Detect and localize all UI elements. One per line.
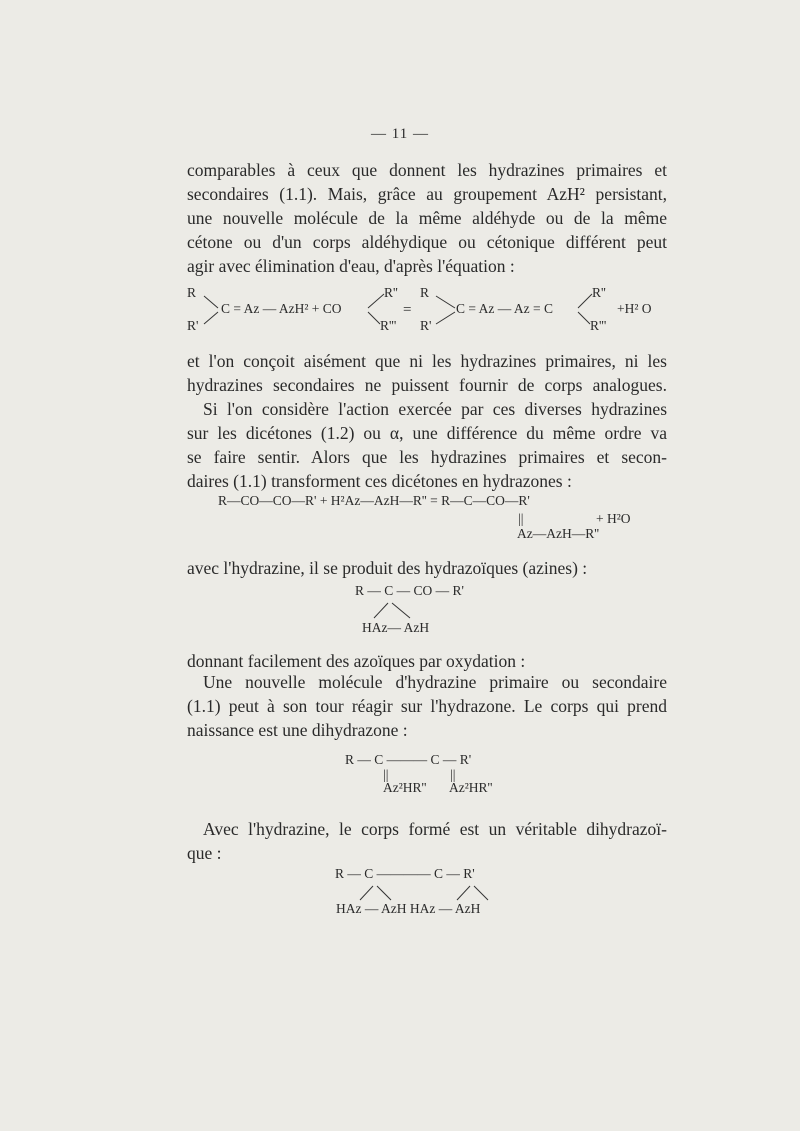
text-line: que :: [187, 843, 222, 863]
bond-line: [578, 312, 590, 324]
paragraph-6: [187, 670, 667, 742]
eq-formula: C = Az — AzH² + CO: [221, 301, 342, 316]
bond-line: [377, 886, 391, 900]
eq-bond: ||: [518, 511, 524, 526]
eq-formula: R — C ——— C — R': [345, 752, 472, 767]
eq-symbol: R': [187, 318, 199, 333]
eq-symbol: R': [420, 318, 432, 333]
bond-line: [578, 294, 592, 308]
text-line: donnant facilement des azoïques par oxydation :: [187, 651, 526, 671]
eq-symbol: R''': [380, 318, 397, 333]
bond-line: [436, 312, 455, 324]
eq-symbol: R'': [384, 285, 398, 300]
paragraph-2: [187, 349, 667, 397]
paragraph-1: [187, 158, 667, 278]
bond-line: [204, 296, 218, 308]
text-line: Une nouvelle molécule d'hydrazine primaire ou secondaire: [203, 672, 667, 692]
eq-symbol: R: [187, 285, 197, 300]
text-line: hydrazines secondaires ne puissent fournir de corps analogues.: [187, 375, 667, 395]
bond-line: [204, 312, 218, 324]
eq-equals: =: [403, 302, 412, 318]
eq-bond: ||: [383, 767, 389, 782]
eq-formula: R—CO—CO—R' + H²Az—AzH—R'' = R—C—CO—R': [218, 493, 530, 508]
eq-formula: Az—AzH—R'': [517, 526, 600, 541]
bond-line: [392, 603, 410, 618]
eq-formula: HAz — AzH HAz — AzH: [336, 901, 481, 916]
text-line: daires (1.1) transforment ces dicétones en hydrazones :: [187, 471, 572, 491]
eq-symbol: R''': [590, 318, 607, 333]
bond-line: [457, 886, 470, 900]
bond-line: [436, 296, 455, 308]
eq-formula: R — C — CO — R': [355, 583, 464, 598]
bond-line: [368, 312, 380, 324]
text-line: (1.1) peut à son tour réagir sur l'hydrazone. Le corps qui prend: [187, 696, 667, 716]
text-line: cétone ou d'un corps aldéhydique ou cétonique différent peut: [187, 232, 667, 252]
eq-symbol: R'': [592, 285, 606, 300]
text-line: se faire sentir. Alors que les hydrazines primaires et secon-: [187, 447, 667, 467]
bond-line: [374, 603, 388, 618]
text-line: avec l'hydrazine, il se produit des hydrazoïques (azines) :: [187, 558, 588, 578]
eq-formula: + H²O: [596, 511, 631, 526]
text-line: naissance est une dihydrazone :: [187, 720, 408, 740]
eq-formula: HAz— AzH: [362, 620, 430, 635]
text-line: une nouvelle molécule de la même aldéhyde ou de la même: [187, 208, 667, 228]
paragraph-4: [187, 556, 667, 580]
paragraph-3: [187, 397, 667, 493]
text-line: agir avec élimination d'eau, d'après l'équation :: [187, 256, 515, 276]
text-line: sur les dicétones (1.2) ou α, une différence du même ordre va: [187, 423, 667, 443]
eq-formula: R — C ———— C — R': [335, 866, 475, 881]
text-line: secondaires (1.1). Mais, grâce au groupement AzH² persistant,: [187, 184, 667, 204]
eq-formula: C = Az — Az = C: [456, 301, 553, 316]
eq-bond: ||: [450, 767, 456, 782]
eq-formula: Az²HR'': [383, 780, 427, 795]
paragraph-7: [187, 817, 667, 865]
eq-formula: +H² O: [617, 301, 652, 316]
page-number: — 11 —: [371, 126, 429, 142]
bond-line: [474, 886, 488, 900]
eq-formula: Az²HR'': [449, 780, 493, 795]
bond-line: [368, 294, 384, 308]
bond-line: [360, 886, 373, 900]
text-line: Si l'on considère l'action exercée par ces diverses hydrazines: [203, 399, 667, 419]
text-line: et l'on conçoit aisément que ni les hydrazines primaires, ni les: [187, 351, 667, 371]
text-line: Avec l'hydrazine, le corps formé est un véritable dihydrazoï-: [203, 819, 667, 839]
text-line: comparables à ceux que donnent les hydrazines primaires et: [187, 160, 667, 180]
eq-symbol: R: [420, 285, 430, 300]
